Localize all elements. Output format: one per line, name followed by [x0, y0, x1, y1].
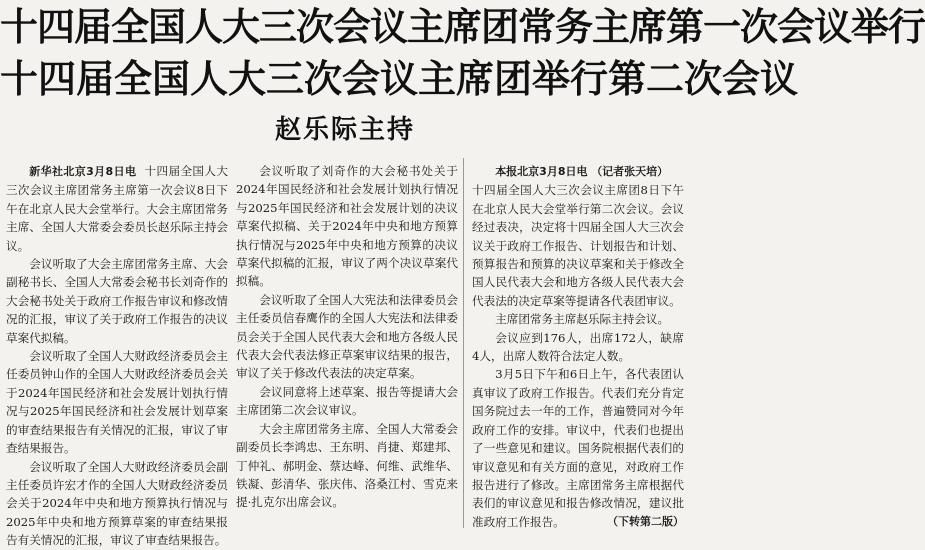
headline-line-1: 十四届全国人大三次会议主席团常务主席第一次会议举行: [0, 5, 925, 49]
article1-paragraph: 会议听取了刘奇作的大会秘书处关于2024年国民经济和社会发展计划执行情况与2025年国民经济和社会发展计划的决议草案代拟稿、关于2024年中央和地方预算执行情况与2025年中央和地方预算的决议草案代拟稿的汇报，审议了两个决议草案代拟稿。: [236, 164, 458, 289]
article1-paragraph: [6, 162, 228, 255]
article1-paragraph: 大会主席团常务主席、全国人大常委会副委员长李鸿忠、王东明、肖捷、郑建邦、丁仲礼、郝明金、蔡达峰、何维、武维华、铁凝、彭清华、张庆伟、洛桑江村、雪克来提·扎克尔出席会议。: [236, 421, 458, 510]
article1-column-2: [236, 162, 458, 530]
article1-paragraph: 会议听取了大会主席团常务主席、大会副秘书长、全国人大常委会秘书长刘奇作的大会秘书处关于政府工作报告审议和修改情况的汇报，审议了关于政府工作报告的决议草案代拟稿。: [6, 257, 228, 345]
continued-link[interactable]: （下转第二版）: [607, 514, 684, 528]
article2-column: [472, 162, 684, 530]
column-divider: [463, 158, 464, 528]
article2-byline: （记者张天培）: [591, 165, 669, 178]
article1-paragraph-text: 十四届全国人大三次会议主席团常务主席第一次会议8日下午在北京人民大会堂举行。大会主席团常务主席、全国人大常委会委员长赵乐际主持会议。: [6, 164, 228, 253]
article1-paragraph: 会议同意将上述草案、报告等提请大会主席团第二次会议审议。: [236, 384, 458, 418]
article2-header: [472, 162, 684, 181]
article1-dateline: 新华社北京3月8日电: [29, 165, 137, 178]
headline-line-2: 十四届全国人大三次会议主席团举行第二次会议: [0, 57, 799, 101]
headline-chair: 赵乐际主持: [274, 115, 415, 145]
article1-paragraph: 会议听取了全国人大宪法和法律委员会主任委员信春鹰作的全国人大宪法和法律委员会关于全国人民代表大会和地方各级人民代表大会代表法修正草案审议结果的报告，审议了关于修改代表法的决定草案。: [236, 292, 458, 381]
article1-paragraph: 会议听取了全国人大财政经济委员会主任委员钟山作的全国人大财政经济委员会关于2024年国民经济和社会发展计划执行情况与2025年国民经济和社会发展计划草案的审查结果报告有关情况的汇报，审议了审查结果报告。: [6, 349, 228, 456]
article2-dateline: 本报北京3月8日电: [495, 165, 588, 178]
article2-paragraph: 主席团常务主席赵乐际主持会议。: [495, 312, 670, 327]
article1-column-1: [6, 162, 228, 548]
article2-paragraph-text: 3月5日下午和6日上午，各代表团认真审议了政府工作报告。代表们充分肯定国务院过去一年的工作，普遍赞同对今年政府工作的安排。审议中，代表们也提出了一些意见和建议。国务院根据代表们的审议意见和有关方面的意见，对政府工作报告进行了修改。主席团常务主席根据代表们的审议意见和报告修改情况，建议批准政府工作报告。: [472, 367, 684, 529]
article1-paragraph: 会议听取了全国人大财政经济委员会副主任委员许宏才作的全国人大财政经济委员会关于2024年中央和地方预算执行情况与2025年中央和地方预算草案的审查结果报告有关情况的汇报，审议了审查结果报告。: [6, 459, 228, 548]
article2-paragraph: 会议应到176人，出席172人，缺席4人，出席人数符合法定人数。: [472, 330, 684, 364]
article2-paragraph: [472, 365, 684, 531]
article2-paragraph: 十四届全国人大三次会议主席团8日下午在北京人民大会堂举行第二次会议。会议经过表决，决定将十四届全国人大三次会议关于政府工作报告、计划报告和计划、预算报告和预算的决议草案和关于修改全国人民代表大会和地方各级人民代表大会代表法的决定草案等提请各代表团审议。: [472, 183, 684, 308]
